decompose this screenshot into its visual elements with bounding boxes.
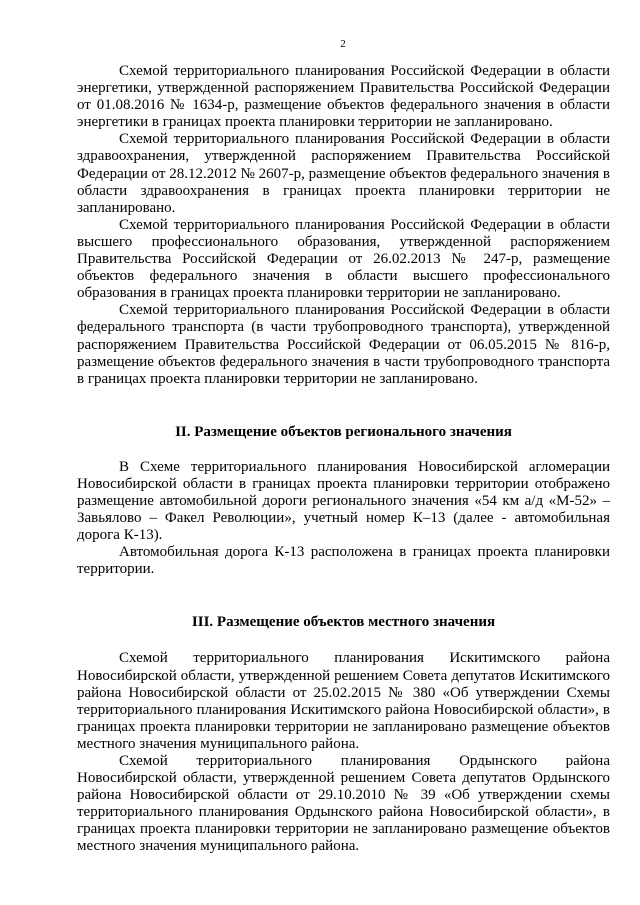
section-local bbox=[77, 613, 610, 855]
section-federal bbox=[77, 63, 610, 388]
paragraph-healthcare: Схемой территориального планирования Российской Федерации в области здравоохранения, утвержденной распоряжением Правительства Российской Федерации от 28.12.2012 № 2607-р, размещение объектов федерального значения в области здравоохранения в границах проекта планировки территории не запланировано. bbox=[77, 131, 610, 216]
paragraph-ordynsk: Схемой территориального планирования Ордынского района Новосибирской области, утвержденной решением Совета депутатов Ордынского района Новосибирской области от 29.10.2010 № 39 «Об утверждении схемы территориального планирования Ордынского района Новосибирской области», в границах проекта планировки территории не запланировано размещение объектов местного значения муниципального района. bbox=[77, 753, 610, 855]
paragraph-iskitim: Схемой территориального планирования Искитимского района Новосибирской области, утвержденной решением Совета депутатов Искитимского района Новосибирской области от 25.02.2015 № 380 «Об утверждении Схемы территориального планирования Искитимского района Новосибирской области», в границах проекта планировки территории не запланировано размещение объектов местного значения муниципального района. bbox=[77, 650, 610, 752]
paragraph-transport: Схемой территориального планирования Российской Федерации в области федерального транспорта (в части трубопроводного транспорта), утвержденной распоряжением Правительства Российской Федерации от 06.05.2015 № 816-р, размещение объектов федерального значения в части трубопроводного транспорта в границах проекта планировки территории не запланировано. bbox=[77, 302, 610, 387]
page-number: 2 bbox=[340, 38, 346, 50]
document-body bbox=[77, 63, 610, 856]
paragraph-road-k13: Автомобильная дорога К-13 расположена в границах проекта планировки территории. bbox=[77, 544, 610, 578]
section-heading-regional: II. Размещение объектов регионального значения bbox=[175, 423, 512, 440]
paragraph-education: Схемой территориального планирования Российской Федерации в области высшего профессионального образования, утвержденной распоряжением Правительства Российской Федерации от 26.02.2013 № 247-р, размещение объектов федерального значения в области высшего профессионального образования в границах проекта планировки территории не запланировано. bbox=[77, 216, 610, 302]
section-heading-local: III. Размещение объектов местного значения bbox=[191, 614, 496, 631]
paragraph-energy: Схемой территориального планирования Российской Федерации в области энергетики, утвержденной распоряжением Правительства Российской Федерации от 01.08.2016 № 1634-р, размещение объектов федерального значения в области энергетики в границах проекта планировки территории не запланировано. bbox=[77, 63, 610, 131]
section-regional bbox=[77, 423, 610, 579]
paragraph-agglomeration: В Схеме территориального планирования Новосибирской агломерации Новосибирской области в границах проекта планировки территории отображено размещение автомобильной дороги регионального значения «54 км а/д «М-52» – Завьялово – Факел Революции», учетный номер К–13 (далее - автомобильная дорога К-13). bbox=[77, 458, 610, 544]
